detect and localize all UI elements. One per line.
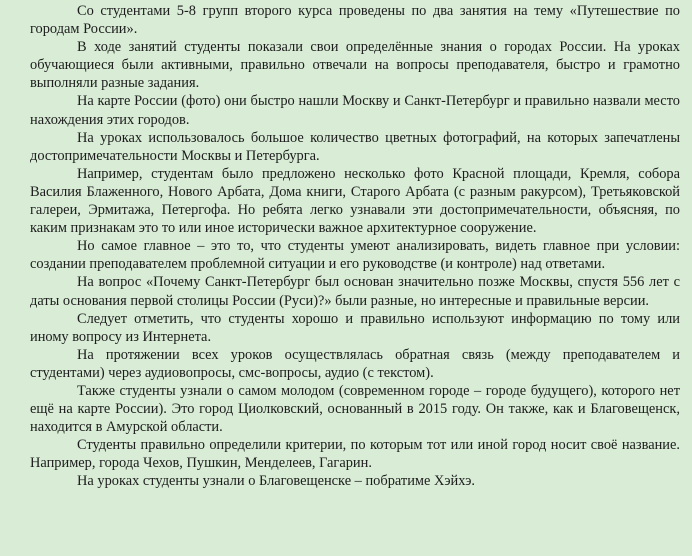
paragraph-photos: На уроках использовалось большое количество цветных фотографий, на которых запечатлены достопримечательности Москвы и Петербурга. xyxy=(30,129,680,164)
paragraph-knowledge: В ходе занятий студенты показали свои определённые знания о городах России. На уроках обучающиеся были активными, правильно отвечали на вопросы преподавателя, быстро и грамотно выполняли разные задания. xyxy=(30,39,680,92)
paragraph-tsiolkovsky: Также студенты узнали о самом молодом (современном городе – городе будущего), которого нет ещё на карте России). Это город Циолковский, основанный в 2015 году. Он также, как и Благовещенск, находится в Амурской области. xyxy=(30,382,680,436)
paragraph-feedback: На протяжении всех уроков осуществлялась обратная связь (между преподавателем и студентами) через аудиовопросы, смс-вопросы, аудио (с текстом). xyxy=(30,346,680,381)
paragraph-intro: Со студентами 5-8 групп второго курса проведены по два занятия на тему «Путешествие по городам России». xyxy=(30,3,680,38)
paragraph-criteria: Студенты правильно определили критерии, по которым тот или иной город носит своё название. Например, города Чехов, Пушкин, Менделеев, Гагарин. xyxy=(30,437,680,472)
paragraph-blagoveshchensk: На уроках студенты узнали о Благовещенске – побратиме Хэйхэ. xyxy=(77,473,476,490)
paragraph-analysis: Но самое главное – это то, что студенты умеют анализировать, видеть главное при условии: создании преподавателем проблемной ситуации и его руководстве (и контроле) над ответами. xyxy=(30,238,680,273)
paragraph-landmarks: Например, студентам было предложено несколько фото Красной площади, Кремля, собора Василия Блаженного, Нового Арбата, Дома книги, Старого Арбата (с разным ракурсом), Третьяковской галереи, Эрмитажа, Петергофа. Но ребята легко узнавали эти достопримечательности, объясняя, по каким признакам это то или иное исторически важное архитектурное сооружение. xyxy=(30,165,680,237)
paragraph-question: На вопрос «Почему Санкт-Петербург был основан значительно позже Москвы, спустя 556 лет с даты основания первой столицы России (Руси)?» были разные, но интересные и правильные версии. xyxy=(30,274,680,309)
paragraph-map: На карте России (фото) они быстро нашли Москву и Санкт-Петербург и правильно назвали место нахождения этих городов. xyxy=(30,93,680,128)
paragraph-internet: Следует отметить, что студенты хорошо и правильно используют информацию по тому или иному вопросу из Интернета. xyxy=(30,310,680,345)
